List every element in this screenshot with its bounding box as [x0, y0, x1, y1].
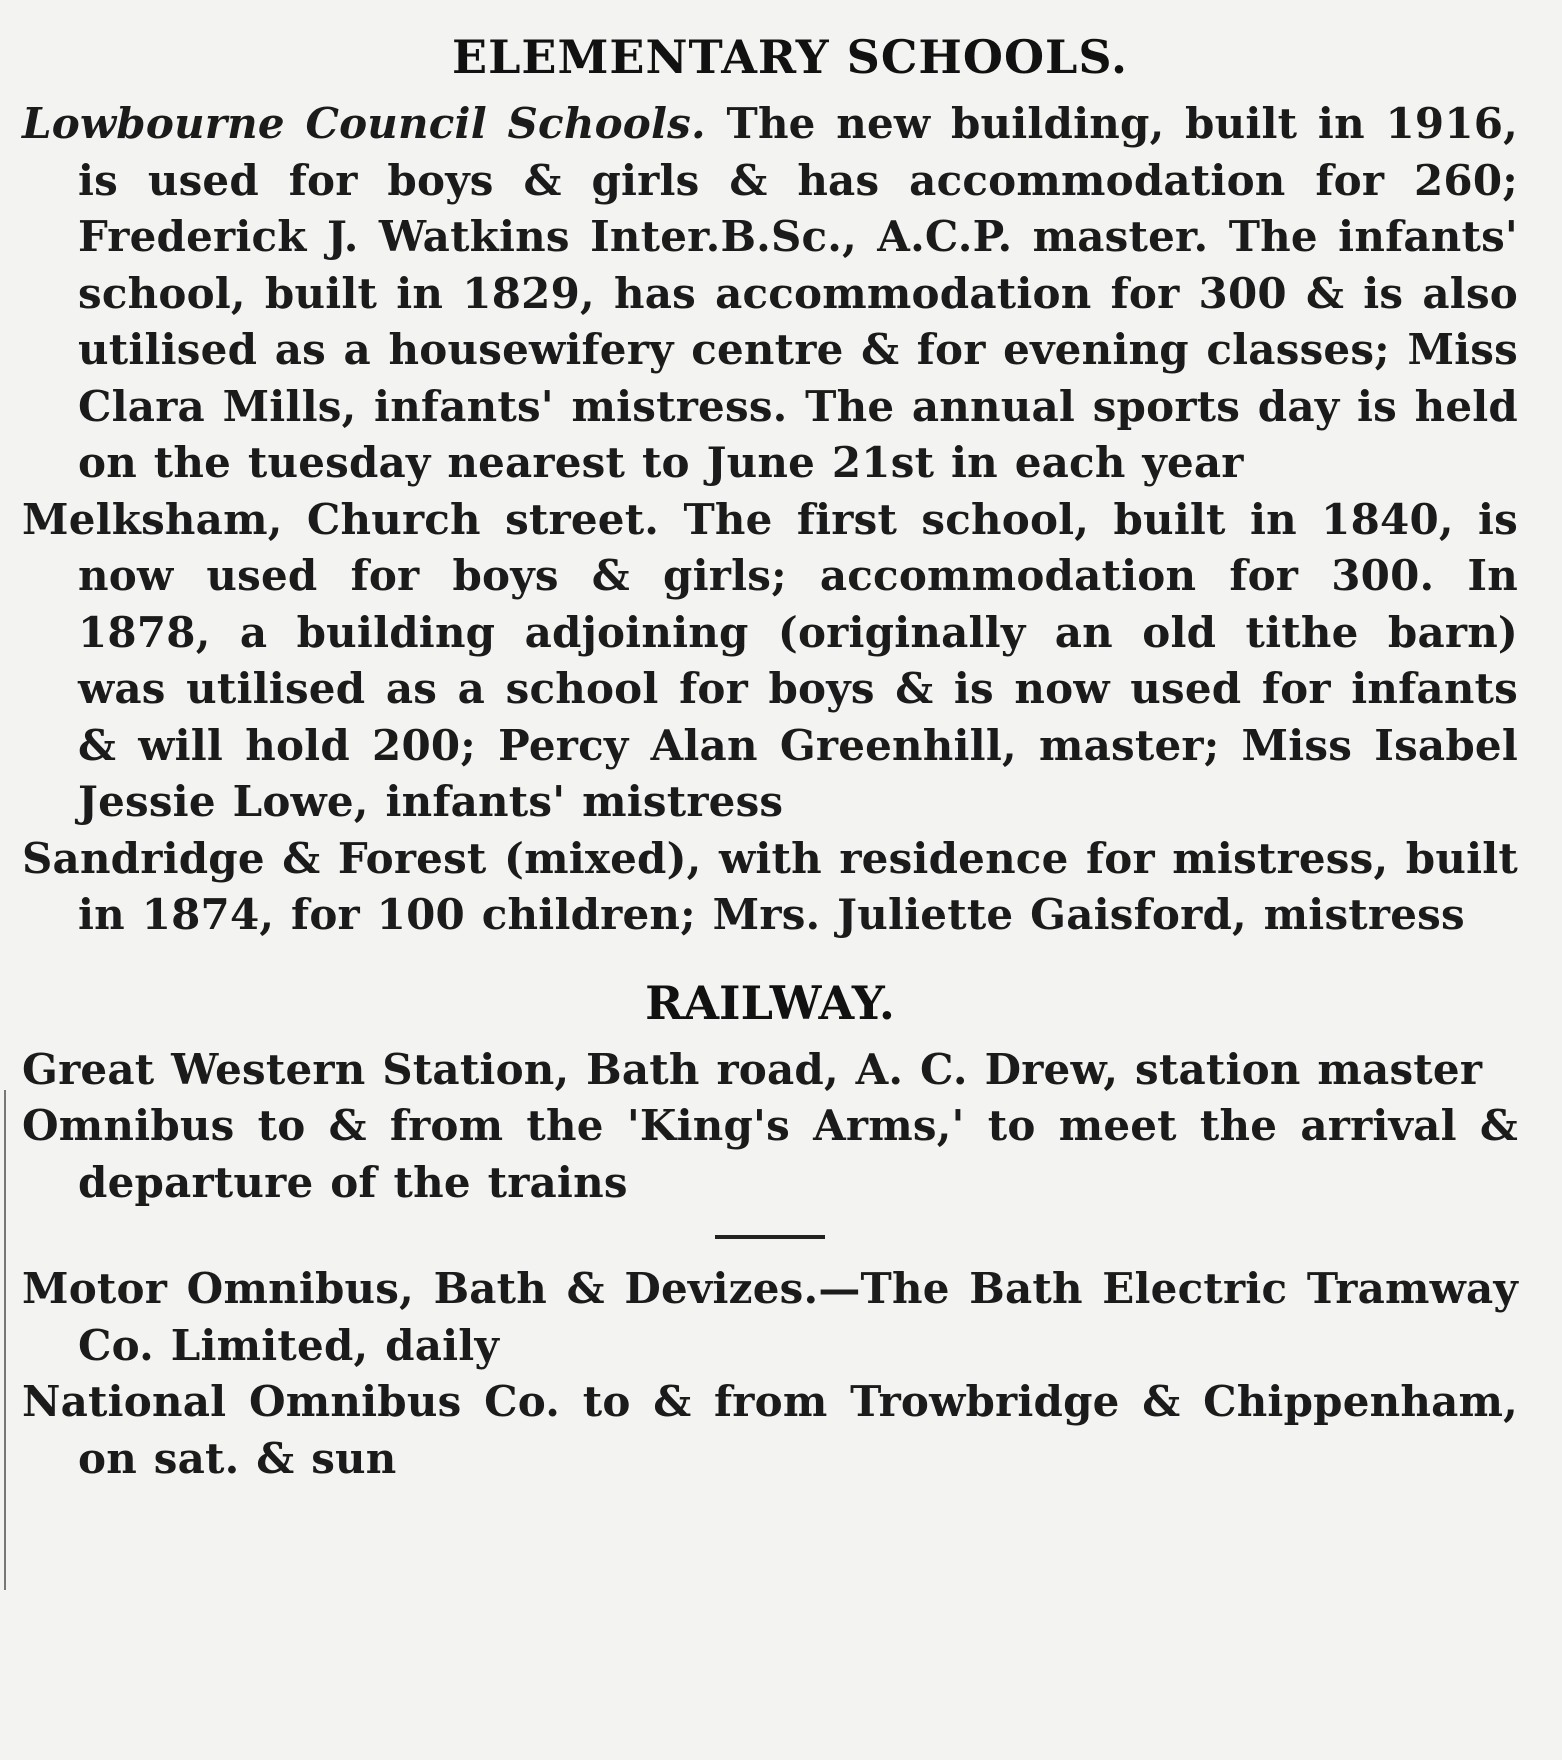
column-rule: [4, 1090, 6, 1590]
entry-great-western-station: Great Western Station, Bath road, A. C. Drew, station master: [22, 1044, 1483, 1094]
entry-lowbourne-schools: [22, 96, 1518, 492]
section-divider: [715, 1235, 825, 1239]
schools-heading: ELEMENTARY SCHOOLS.: [452, 30, 1128, 84]
entry-motor-omnibus: Motor Omnibus, Bath & Devizes.—The Bath Electric Tramway Co. Limited, daily: [22, 1264, 1518, 1370]
entry-text: Sandridge & Forest (mixed), with residence for mistress, built in 1874, for 100 children; Mrs. Juliette Gaisford, mistress: [22, 833, 1518, 939]
entry-lead: Lowbourne Council Schools.: [22, 99, 706, 148]
entry-omnibus-kings-arms: Omnibus to & from the 'King's Arms,' to meet the arrival & departure of the trains: [22, 1101, 1518, 1207]
entry-sandridge-forest: [22, 831, 1518, 944]
entry-melksham-church-street: [22, 492, 1518, 831]
entry-national-omnibus: National Omnibus Co. to & from Trowbridge & Chippenham, on sat. & sun: [22, 1377, 1518, 1483]
railway-heading: RAILWAY.: [645, 975, 895, 1030]
entry-text: The new building, built in 1916, is used for boys & girls & has accommodation for 260; Frederick J. Watkins Inter.B.Sc., A.C.P. master. The infants' school, built in 1829, has accommodation for 300 & is also utilised as a housewifery centre & for evening classes; Miss Clara Mills, infants' mistress. The annual sports day is held on the tuesday nearest to June 21st in each year: [78, 99, 1519, 487]
entry-text: Melksham, Church street. The first school, built in 1840, is now used for boys & girls; accommodation for 300. In 1878, a building adjoining (originally an old tithe barn) was utilised as a school for boys & is now used for infants & will hold 200; Percy Alan Greenhill, master; Miss Isabel Jessie Lowe, infants' mistress: [22, 494, 1518, 826]
